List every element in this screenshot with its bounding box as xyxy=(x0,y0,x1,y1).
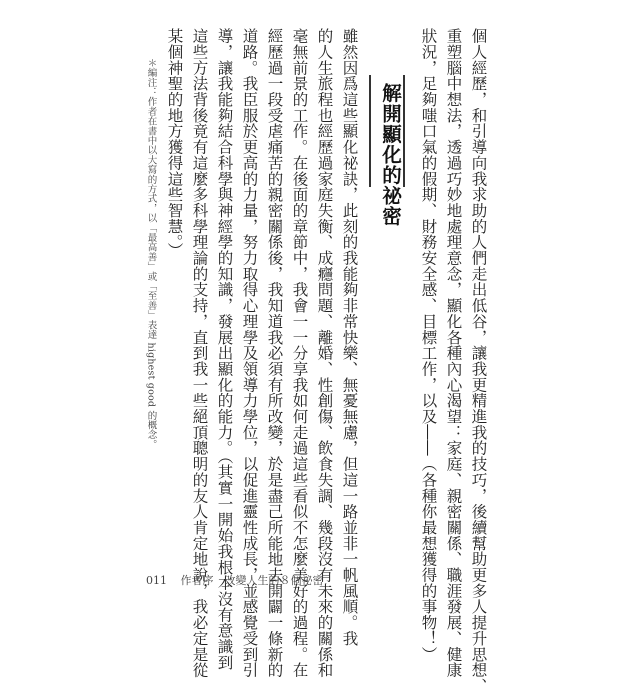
section-column-5: 道路。我臣服於更高的力量，努力取得心理學及領導力學位，以促進靈性成長，並感覺受到引 xyxy=(240,28,259,678)
preface-column-1: 個人經歷，和引導向我求助的人們走出低谷，讓我更精進我的技巧，後續幫助更多人提升思想、 xyxy=(469,28,488,694)
page-number: 011 xyxy=(146,574,167,587)
section-column-1: 雖然因爲這些顯化祕訣，此刻的我能夠非常快樂、無憂無慮，但這一路並非一帆風順。我 xyxy=(340,28,359,647)
preface-column-2: 重塑腦中想法，透過巧妙地處理意念，顯化各種內心渴望：家庭、親密關係、職涯發展、健康 xyxy=(444,28,463,678)
section-column-6: 導，讓我能夠結合科學與神經學的知識，發展出顯化的能力。（其實一開始我根本沒有意識到 xyxy=(215,28,234,671)
section-column-8: 某個神聖的地方獲得這些智慧。） xyxy=(165,28,184,258)
preface-column-3: 狀況，足夠嗤口氣的假期、財務安全感、目標工作，以及――（各種你最想獲得的事物！） xyxy=(419,28,438,662)
footnote: ＊編注：作者在書中以大寫的方式，以「最高善」或「至善」表達 highest good 的概念。 xyxy=(145,58,157,450)
running-header: 作者序 改變人生的８個祕密 xyxy=(180,574,324,587)
section-heading: 解開顯化的祕密 xyxy=(379,83,402,227)
section-column-3: 毫無前景的工作。在後面的章節中，我會一一分享我如何走過這些看似不怎麼美好的過程。在 xyxy=(290,28,309,678)
section-column-2: 的人生旅程也經歷過家庭失衡、成癮問題、離婚、性創傷、飲食失調、幾段沒有未來的關係和 xyxy=(315,28,334,678)
section-heading-frame xyxy=(369,75,405,227)
section-column-7: 這些方法背後竟有這麼多科學理論的支持，直到我一些絕頂聰明的友人肯定地說，我必定是從 xyxy=(190,28,209,678)
page-footer xyxy=(146,572,334,588)
section-column-4: 經歷過一段受虐痛苦的親密關係後，我知道我必須有所改變，於是盡己所能地去開闢一條新的 xyxy=(265,28,284,678)
